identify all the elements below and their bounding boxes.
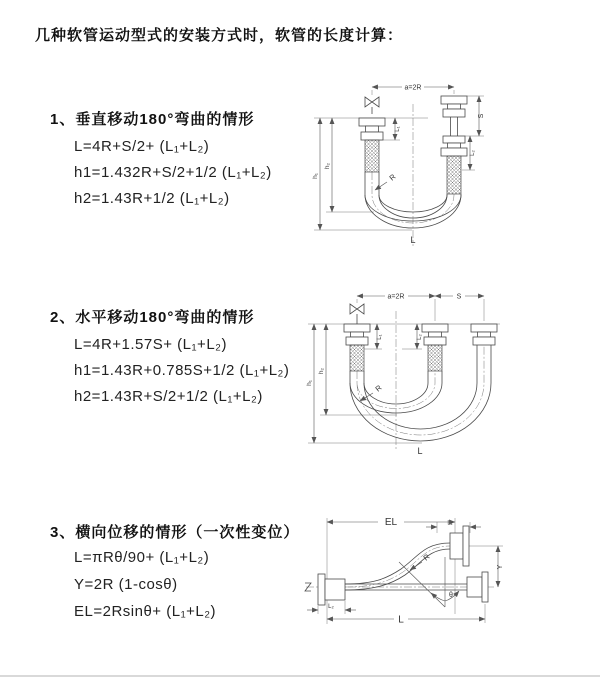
top-right-flange-fitting	[450, 526, 469, 566]
dim-label-l: L	[417, 446, 423, 456]
dimensions	[306, 294, 484, 457]
hose-u-bend-positions	[350, 345, 491, 441]
section-3-heading: 3、横向位移的情形（一次性变位）	[50, 524, 300, 541]
dim-label-r: R	[421, 552, 432, 563]
diagram-1-vertical-180-bend	[302, 74, 552, 260]
section-2-heading: 2、水平移动180°弯曲的情形	[50, 309, 255, 326]
formula-1-3: h2=1.43R+1/2 (L₁+L₂)	[74, 190, 230, 207]
formula-2-2: h1=1.43R+0.785S+1/2 (L₁+L₂)	[74, 362, 290, 379]
middle-fitting	[422, 324, 448, 371]
dim-label-a2r: a=2R	[404, 84, 422, 92]
dim-label-s: S	[456, 293, 462, 301]
dim-label-l2: L₂	[417, 334, 423, 340]
dim-label-l: L	[410, 235, 416, 245]
braid-section	[428, 345, 442, 371]
dim-label-el: EL	[384, 517, 398, 528]
dim-label-h2: h₂	[318, 367, 325, 375]
formula-1-2: h1=1.432R+S/2+1/2 (L₁+L₂)	[74, 164, 272, 181]
dim-label-l2: L₂	[328, 604, 334, 610]
left-fitting	[344, 324, 370, 371]
dim-label-h2: h₂	[324, 162, 331, 170]
dim-label-l1: L₁	[377, 334, 383, 340]
theta-construction	[399, 557, 459, 607]
formula-1-1: L=4R+S/2+ (L₁+L₂)	[74, 138, 210, 155]
section-1-heading: 1、垂直移动180°弯曲的情形	[50, 111, 255, 128]
dim-label-y: Y	[497, 564, 504, 570]
right-fitting	[441, 96, 467, 194]
dim-label-h1: h₁	[312, 173, 319, 179]
valve-icon	[350, 304, 364, 324]
bottom-right-flange-fitting	[467, 572, 488, 602]
left-fitting	[359, 118, 385, 172]
hose-s-curve	[345, 543, 450, 590]
dim-label-r: R	[387, 172, 398, 183]
dim-label-h1: h₁	[306, 380, 313, 386]
dim-label-s: S	[478, 113, 485, 119]
dim-label-theta: θ	[449, 592, 453, 599]
braid-section	[447, 156, 461, 194]
dim-label-r: R	[373, 383, 384, 394]
formula-2-3: h2=1.43R+S/2+1/2 (L₁+L₂)	[74, 388, 263, 405]
formula-3-2: Y=2R (1-cosθ)	[74, 576, 178, 593]
left-flange-fitting	[318, 574, 345, 605]
valve-icon	[365, 97, 379, 114]
page-title: 几种软管运动型式的安装方式时，软管的长度计算：	[35, 27, 404, 44]
braid-section	[350, 345, 364, 371]
formula-2-1: L=4R+1.57S+ (L₁+L₂)	[74, 336, 227, 353]
formula-3-1: L=πRθ/90+ (L₁+L₂)	[74, 549, 210, 566]
dim-label-l2: L₂	[470, 150, 476, 156]
formula-3-3: EL=2Rsinθ+ (L₁+L₂)	[74, 603, 217, 620]
dimensions	[307, 517, 504, 626]
diagram-2-horizontal-180-bend	[302, 283, 552, 463]
braid-section	[365, 140, 379, 172]
dim-label-l1: L₁	[447, 520, 453, 527]
right-fitting	[471, 324, 497, 345]
dim-label-a2r: a=2R	[387, 293, 405, 301]
diagram-3-lateral-displacement	[298, 500, 598, 635]
dim-label-l: L	[398, 614, 404, 626]
dim-label-l1: L₁	[395, 126, 401, 132]
